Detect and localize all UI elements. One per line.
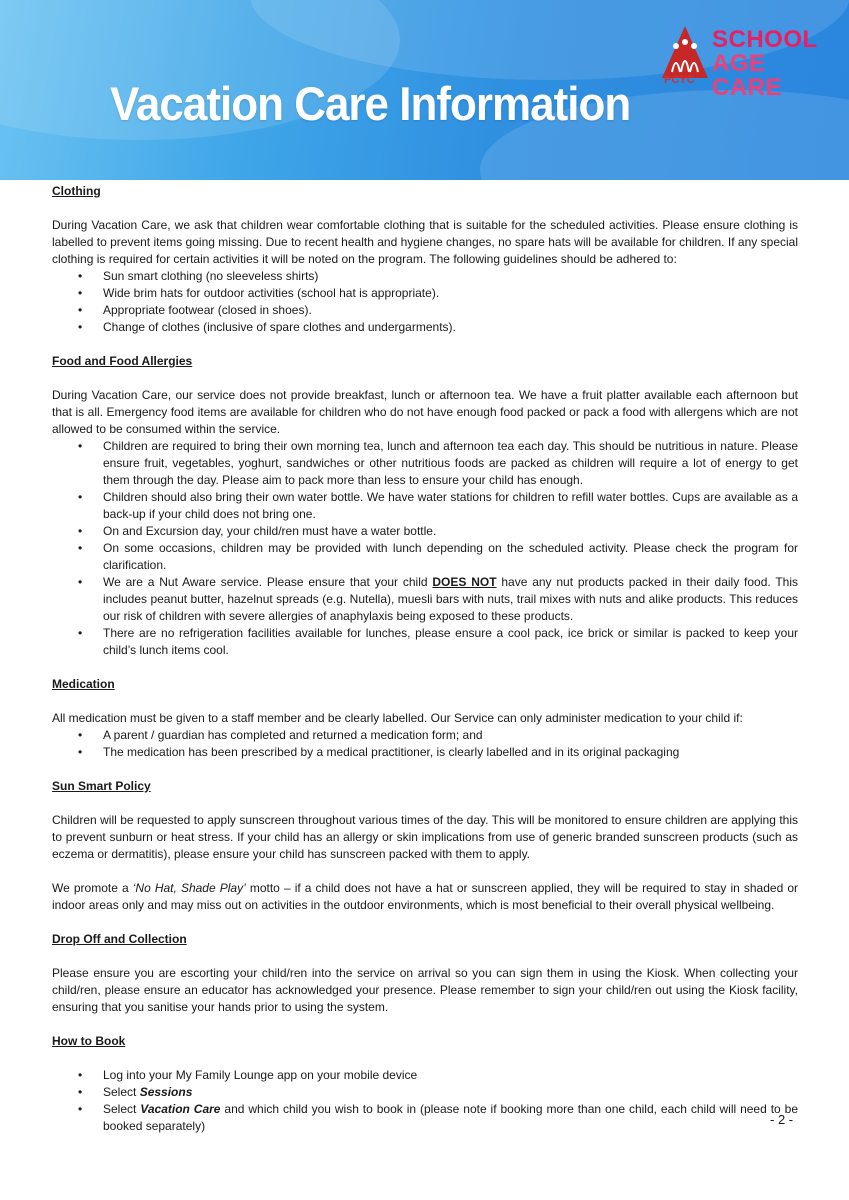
list-item: • There are no refrigeration facilities available for lunches, please ensure a cool pack, ice brick or similar is packed to keep your child’s lunch items cool. [103, 625, 798, 659]
motto-text: ‘No Hat, Shade Play’ [132, 881, 246, 895]
section-heading-drop-off: Drop Off and Collection [52, 932, 187, 946]
logo-line-age-care: AGE CARE [712, 50, 783, 101]
section-heading-clothing: Clothing [52, 184, 101, 198]
sun-paragraph-2: We promote a ‘No Hat, Shade Play’ motto – if a child does not have a hat or sunscreen applied, they will be required to stay in shaded or indoor areas only and may miss out on activities in the outdoor environments, which is most beneficial to their overall physical wellbeing. [52, 881, 799, 912]
section-heading-medication: Medication [52, 677, 115, 691]
list-item: • A parent / guardian has completed and returned a medication form; and [103, 727, 798, 744]
pcyc-emblem-icon [660, 24, 710, 80]
list-item: • Sun smart clothing (no sleeveless shirts) [103, 268, 798, 285]
list-item: • Log into your My Family Lounge app on your mobile device [103, 1067, 798, 1084]
section-heading-how-to-book: How to Book [52, 1034, 126, 1048]
list-item: • Children are required to bring their own morning tea, lunch and afternoon tea each day. This should be nutritious in nature. Please ensure fruit, vegetables, yoghurt, sandwiches or other nutritious foods are packed as children will require a lot of energy to get them through the day. Please aim to pack more than less to ensure your child has enough. [103, 438, 798, 489]
clothing-list [52, 268, 798, 336]
food-list [52, 438, 798, 659]
medication-list [52, 727, 798, 761]
list-item: • On some occasions, children may be provided with lunch depending on the scheduled activity. Please check the program for clarification. [103, 540, 798, 574]
section-heading-food: Food and Food Allergies [52, 354, 193, 368]
section-heading-sun-smart: Sun Smart Policy [52, 779, 151, 793]
list-item: • Children should also bring their own water bottle. We have water stations for children to refill water bottles. Cups are available as a back-up if your child does not bring one. [103, 489, 798, 523]
list-item: • The medication has been prescribed by a medical practitioner, is clearly labelled and in its original packaging [103, 744, 798, 761]
school-age-care-logo [660, 24, 820, 101]
page-title: Vacation Care Information [110, 78, 631, 131]
booking-list [52, 1067, 798, 1135]
document-body [52, 183, 798, 1135]
sun-paragraph-1: Children will be requested to apply sunscreen throughout various times of the day. This will be monitored to ensure children are applying this to prevent sunburn or heat stress. If your child has an allergy or skin implications from use of generic branded sunscreen products (such as eczema or dermatitis), please ensure your child has sunscreen packed with them to apply. [52, 813, 798, 861]
medication-paragraph: All medication must be given to a staff member and be clearly labelled. Our Service can only administer medication to your child if: [52, 711, 743, 725]
dropoff-paragraph: Please ensure you are escorting your child/ren into the service on arrival so you can sign them in using the Kiosk. When collecting your child/ren, please ensure an educator has acknowledged your presence. Please remember to sign your child/ren out using the Kiosk facility, ensuring that you sanitise your hands prior to using the system. [52, 966, 798, 1014]
list-item: • Change of clothes (inclusive of spare clothes and undergarments). [103, 319, 798, 336]
list-item: • Select Sessions [103, 1084, 798, 1101]
page-header-banner [0, 0, 849, 180]
logo-line-school: SCHOOL [712, 26, 818, 53]
list-item-nut-aware: • We are a Nut Aware service. Please ensure that your child DOES NOT have any nut products packed in their daily food. This includes peanut butter, hazelnut spreads (e.g. Nutella), muesli bars with nuts, trail mixes with nuts and alike products. This reduces our risk of children with severe allergies of anaphylaxis being exposed to these products. [103, 574, 798, 625]
does-not-emphasis: DOES NOT [432, 575, 497, 589]
food-paragraph: During Vacation Care, our service does not provide breakfast, lunch or afternoon tea. We have a fruit platter available each afternoon but that is all. Emergency food items are available for children who do not have enough food packed or pack a food with allergens which are not allowed to be consumed within the service. [52, 388, 798, 436]
page-number: - 2 - [770, 1112, 794, 1127]
logo-pcyc: PCYC [664, 74, 695, 86]
list-item: • On and Excursion day, your child/ren must have a water bottle. [103, 523, 798, 540]
list-item: • Appropriate footwear (closed in shoes). [103, 302, 798, 319]
clothing-paragraph: During Vacation Care, we ask that children wear comfortable clothing that is suitable for the scheduled activities. Please ensure clothing is labelled to prevent items going missing. Due to recent health and hygiene changes, no spare hats will be available for children. If any special clothing is required for certain activities it will be noted on the program. The following guidelines should be adhered to: [52, 218, 798, 266]
list-item: • Wide brim hats for outdoor activities (school hat is appropriate). [103, 285, 798, 302]
list-item: • Select Vacation Care and which child you wish to book in (please note if booking more than one child, each child will need to be booked separately) [103, 1101, 798, 1135]
